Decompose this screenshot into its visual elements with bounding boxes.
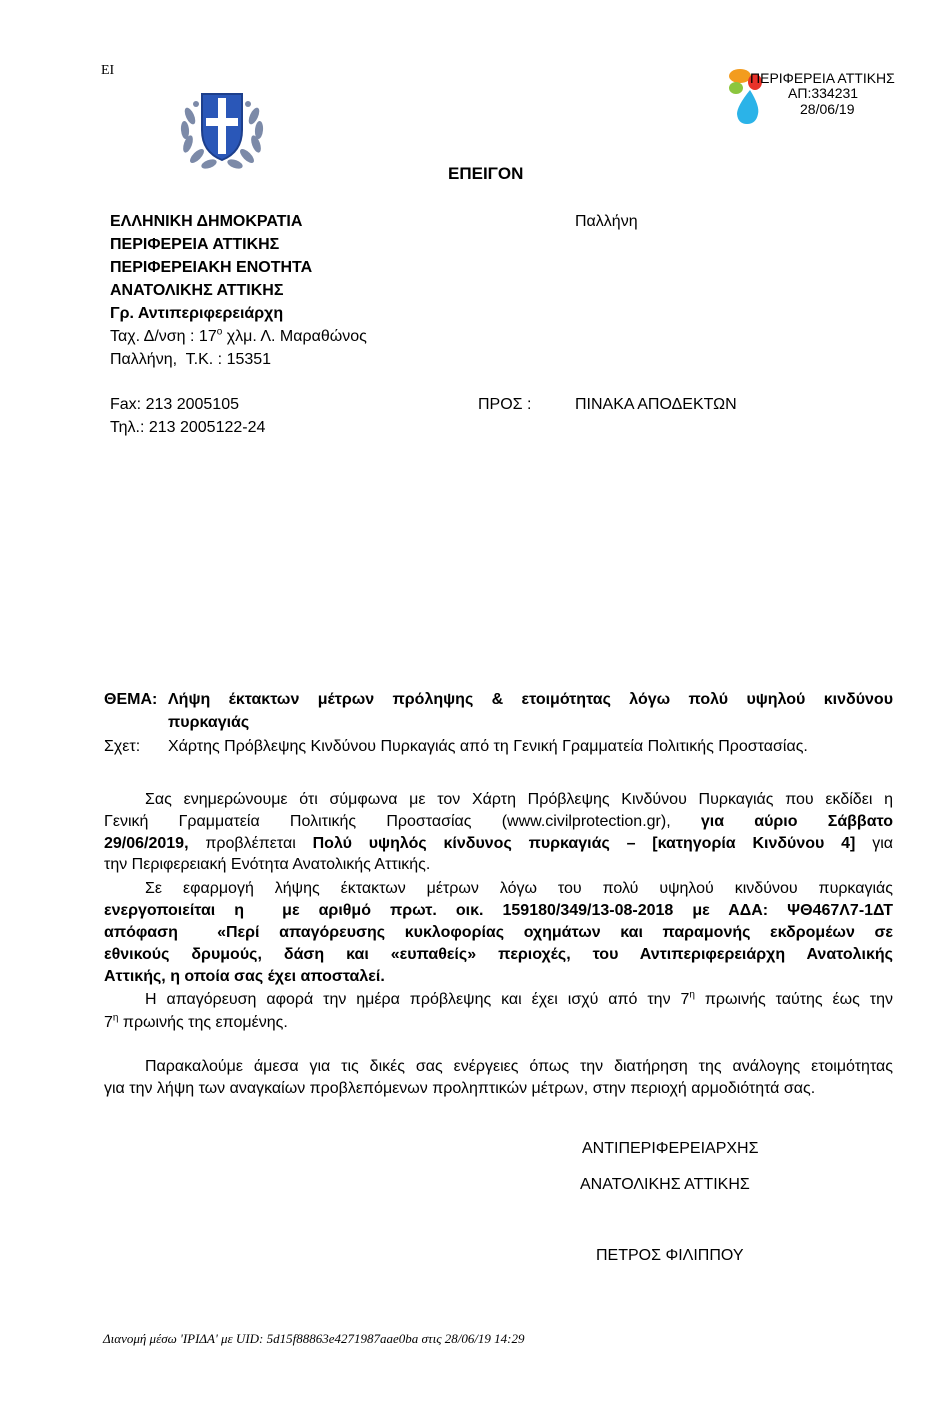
- fax-number: Fax: 213 2005105: [110, 396, 239, 413]
- place: Παλλήνη: [575, 213, 638, 230]
- subject-line-2: πυρκαγιάς: [168, 714, 250, 731]
- phone-number: Τηλ.: 213 2005122-24: [110, 419, 266, 436]
- registry-stamp: [726, 66, 916, 128]
- p3-line-2-a: 7: [104, 1014, 113, 1031]
- p3-line-2-sup: η: [112, 1012, 119, 1024]
- stamp-date: 28/06/19: [800, 101, 855, 117]
- office-name: Γρ. Αντιπεριφερειάρχη: [110, 305, 284, 322]
- postal-address: [110, 325, 367, 348]
- p2-line-4: εθνικούς δρυμούς, δάση και «ευπαθείς» περιοχές, του Αντιπεριφερειάρχη Ανατολικής: [104, 946, 893, 963]
- p3-line-2: [104, 1011, 288, 1034]
- p2-line-5: Αττικής, η οποία σας έχει αποσταλεί.: [104, 968, 385, 985]
- urgency-label: ΕΠΕΙΓΟΝ: [448, 164, 524, 183]
- p2-line-3: απόφαση «Περί απαγόρευσης κυκλοφορίας οχημάτων και παραμονής εκδρομέων σε: [104, 924, 893, 941]
- address-sup: ο: [216, 326, 223, 338]
- reference-label: Σχετ:: [104, 738, 141, 755]
- address-prefix: Ταχ. Δ/νση : 17: [110, 328, 217, 345]
- city-postcode: Παλλήνη, Τ.Κ. : 15351: [110, 351, 272, 368]
- p1-line-2-b: για αύριο Σάββατο: [670, 813, 893, 830]
- p1-line-3-a: 29/06/2019,: [104, 835, 189, 852]
- p1-line-3: [104, 832, 893, 855]
- p1-line-2-a: Γενική Γραμματεία Πολιτικής Προστασίας (www.civilprotection.gr),: [104, 813, 671, 830]
- to-label: ΠΡΟΣ :: [478, 396, 532, 413]
- to-value: ΠΙΝΑΚΑ ΑΠΟΔΕΚΤΩΝ: [575, 396, 737, 413]
- p1-line-4: την Περιφερειακή Ενότητα Ανατολικής Αττικής.: [104, 856, 431, 873]
- reference-text: Χάρτης Πρόβλεψης Κινδύνου Πυρκαγιάς από τη Γενική Γραμματεία Πολιτικής Προστασίας.: [168, 738, 808, 755]
- signature-title-2: ΑΝΑΤΟΛΙΚΗΣ ΑΤΤΙΚΗΣ: [580, 1176, 750, 1193]
- org-line-4: ΑΝΑΤΟΛΙΚΗΣ ΑΤΤΙΚΗΣ: [110, 282, 284, 299]
- stamp-number: ΑΠ:334231: [788, 85, 859, 101]
- p1-line-3-c: Πολύ υψηλός κίνδυνος πυρκαγιάς – [κατηγορία Κινδύνου 4]: [312, 835, 856, 852]
- p4-line-2: για την λήψη των αναγκαίων προβλεπόμενων προληπτικών μέτρων, στην περιοχή αρμοδιότητά σας.: [104, 1080, 816, 1097]
- p1-line-3-d: για: [855, 835, 894, 852]
- p1-line-2: [104, 810, 893, 833]
- p3-line-1-a: Η απαγόρευση αφορά την ημέρα πρόβλεψης και έχει ισχύ από την 7: [145, 991, 690, 1008]
- signature-name: ΠΕΤΡΟΣ ΦΙΛΙΠΠΟΥ: [596, 1247, 744, 1264]
- p3-line-2-b: πρωινής της επομένης.: [118, 1014, 288, 1031]
- p2-line-2: ενεργοποιείται η με αριθμό πρωτ. οικ. 159180/349/13-08-2018 με ΑΔΑ: ΨΘ467Λ7-1ΔΤ: [104, 902, 893, 919]
- corner-mark: ΕΙ: [101, 63, 115, 78]
- org-line-1: ΕΛΛΗΝΙΚΗ ΔΗΜΟΚΡΑΤΙΑ: [110, 213, 303, 230]
- address-suffix: χλμ. Λ. Μαραθώνος: [222, 328, 367, 345]
- distribution-footer: Διανομή μέσω 'ΙΡΙΔΑ' με UID: 5d15f88863e4271987aae0ba στις 28/06/19 14:29: [103, 1331, 525, 1346]
- p3-line-1-sup: η: [689, 989, 695, 1001]
- subject-line-1: Λήψη έκτακτων μέτρων πρόληψης & ετοιμότητας λόγω πολύ υψηλού κινδύνου: [168, 691, 893, 708]
- p1-line-3-b: προβλέπεται: [188, 835, 313, 852]
- subject-label: ΘΕΜΑ:: [104, 691, 158, 708]
- org-line-2: ΠΕΡΙΦΕΡΕΙΑ ΑΤΤΙΚΗΣ: [110, 236, 280, 253]
- p3-line-1: [145, 988, 893, 1011]
- stamp-org: ΠΕΡΙΦΕΡΕΙΑ ΑΤΤΙΚΗΣ: [750, 70, 895, 86]
- p3-line-1-b: πρωινής ταύτης έως την: [694, 991, 894, 1008]
- p4-line-1: Παρακαλούμε άμεσα για τις δικές σας ενέργειες όπως την διατήρηση της ανάλογης ετοιμότητας: [145, 1058, 893, 1075]
- greek-emblem-icon: [176, 86, 268, 174]
- p1-line-1: Σας ενημερώνουμε ότι σύμφωνα με τον Χάρτη Πρόβλεψης Κινδύνου Πυρκαγιάς που εκδίδει η: [145, 791, 893, 808]
- signature-title-1: ΑΝΤΙΠΕΡΙΦΕΡΕΙΑΡΧΗΣ: [582, 1140, 759, 1157]
- org-line-3: ΠΕΡΙΦΕΡΕΙΑΚΗ ΕΝΟΤΗΤΑ: [110, 259, 313, 276]
- p2-line-1: Σε εφαρμογή λήψης έκτακτων μέτρων λόγω του πολύ υψηλού κινδύνου πυρκαγιάς: [145, 880, 893, 897]
